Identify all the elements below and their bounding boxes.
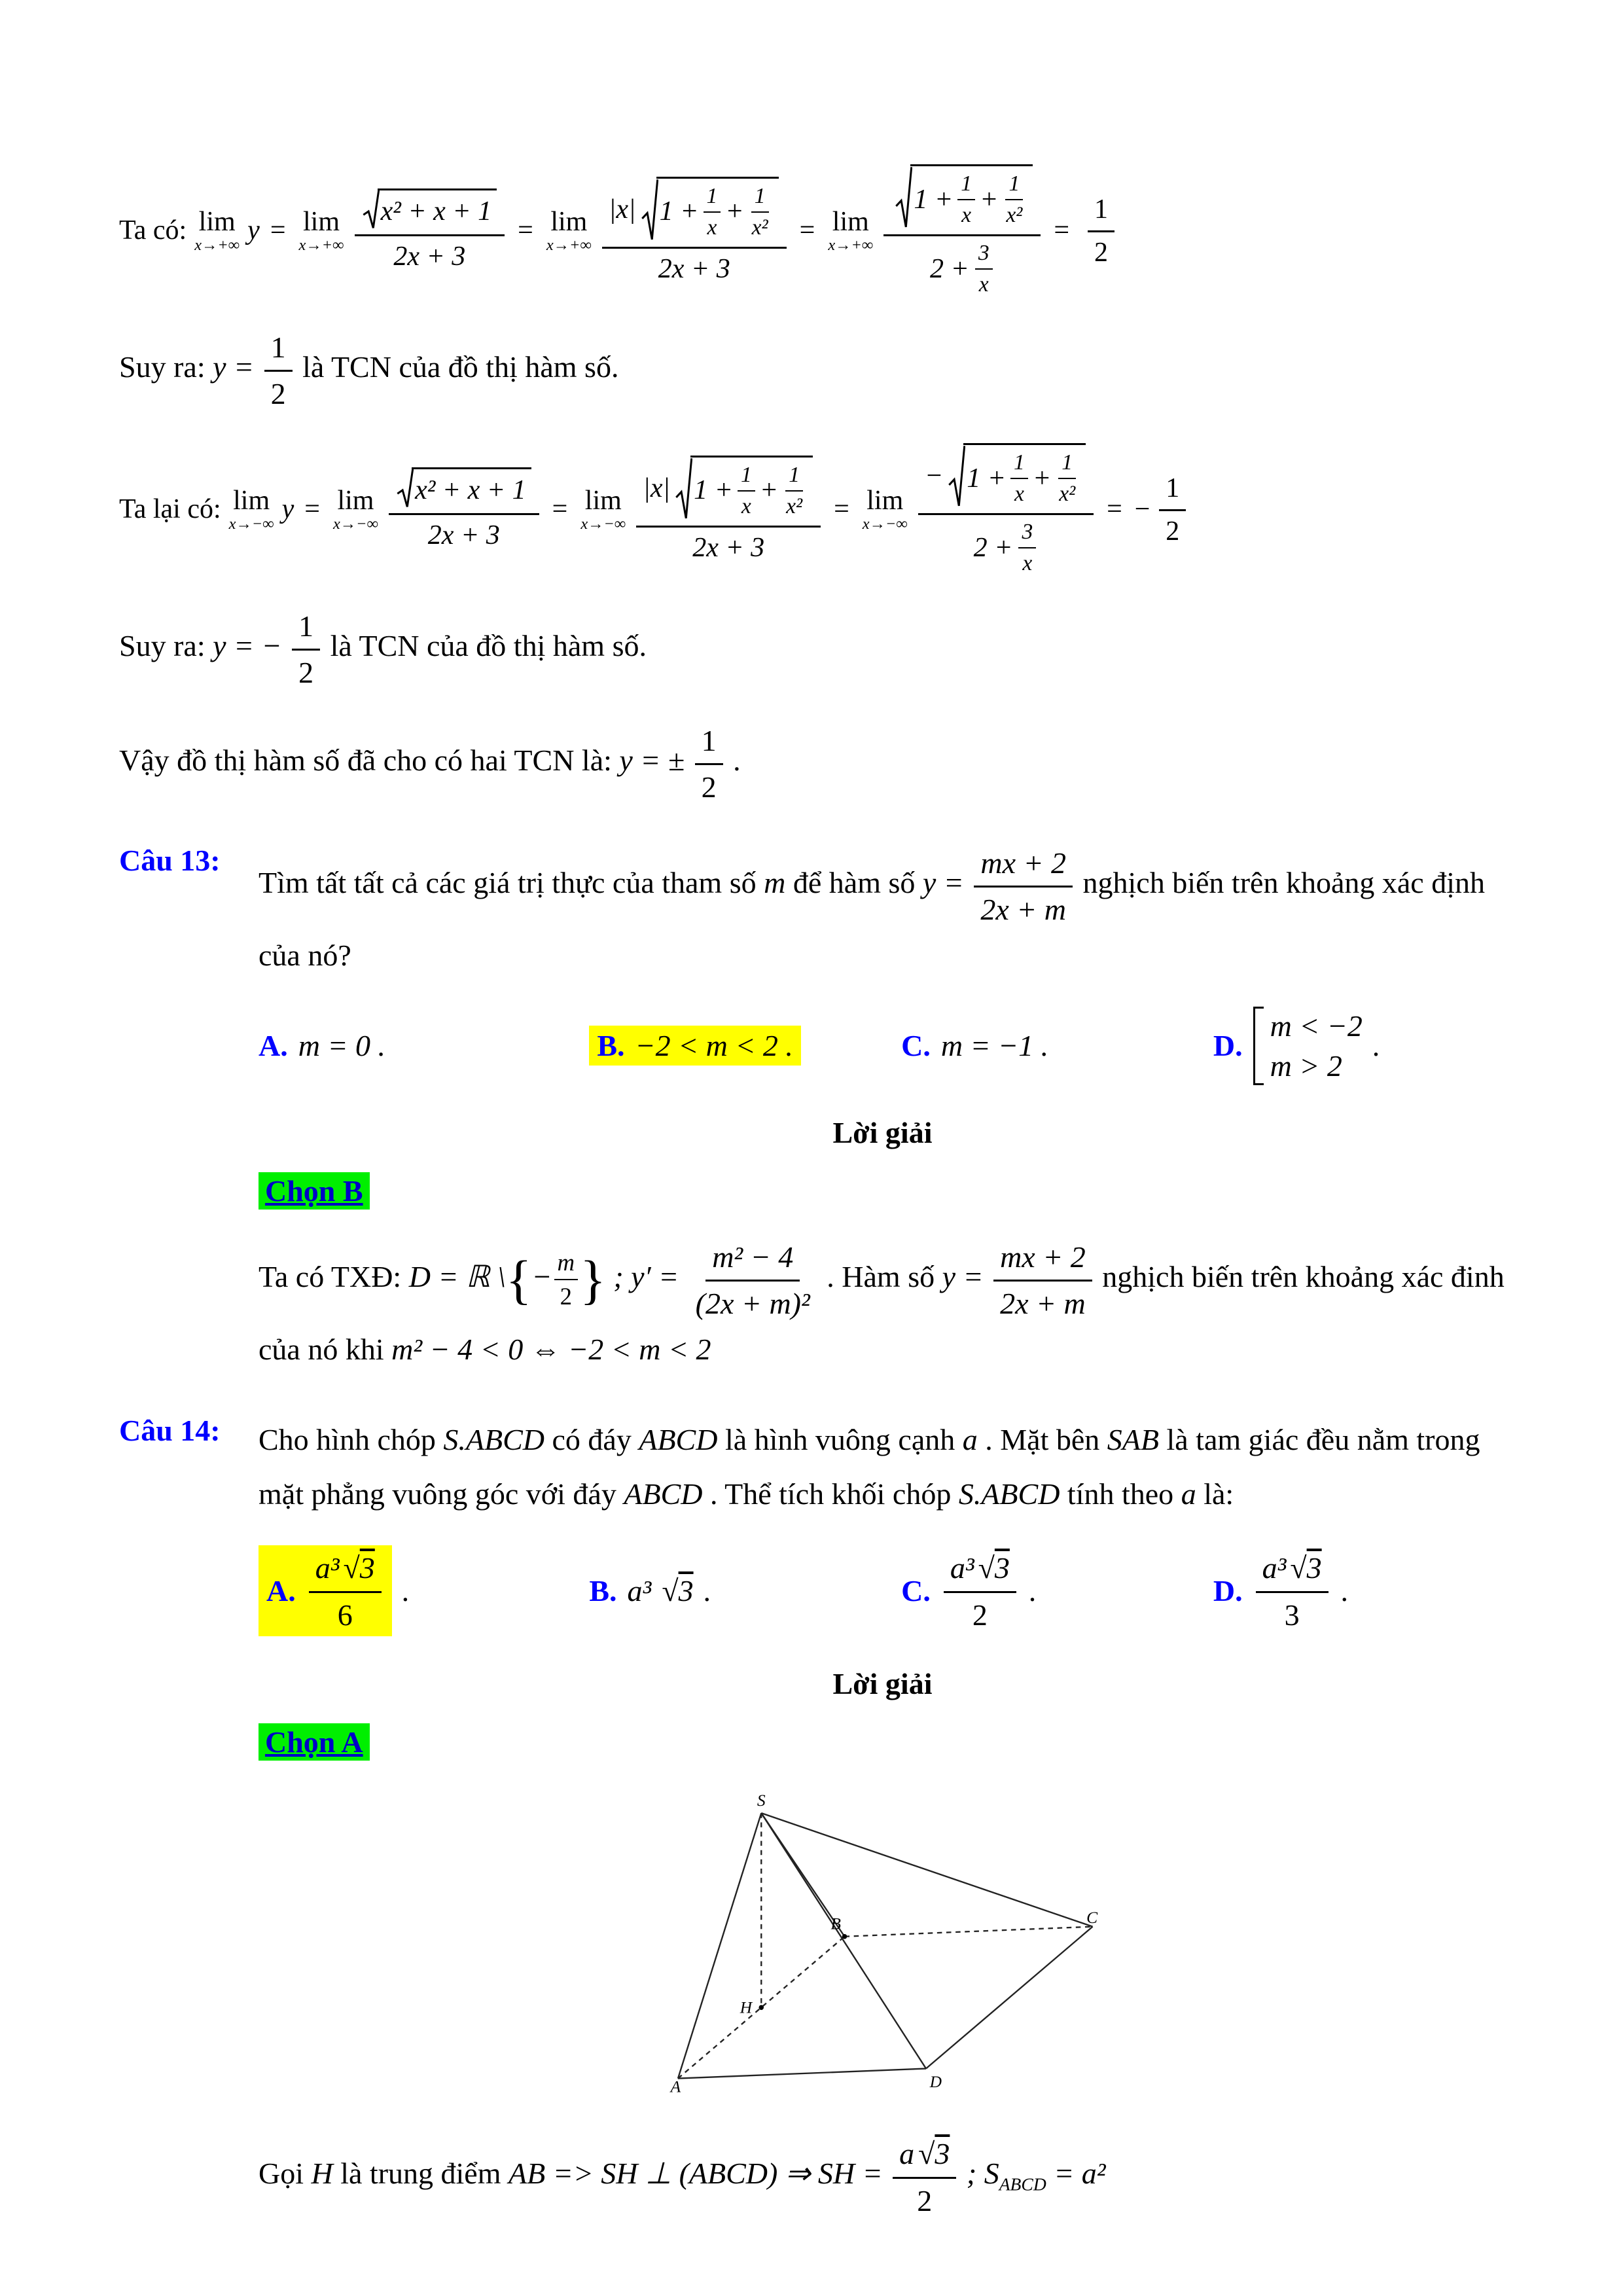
choice-d: D. m < −2 m > 2 . [1213, 1007, 1507, 1085]
question-14-solution-line: Gọi H là trung điểm AB => SH ⊥ (ABCD) ⇒ SH = a √3 2 ; $S_{ABCD} = a^2$ [259, 2134, 1507, 2219]
period: . [733, 743, 741, 777]
fraction-denominator: 2x + 3 [658, 253, 730, 284]
intro-text: Ta lại có: [119, 494, 221, 525]
label-C: C [1086, 1908, 1097, 1928]
equals-sign: = [270, 215, 286, 246]
lim-word: lim [303, 206, 340, 237]
vertex-H-dot [758, 2005, 764, 2010]
solution-heading: Lời giải [832, 1115, 933, 1149]
inner-fraction: $\frac{1}{\text{x²}}$ [786, 462, 803, 518]
period: . [704, 1574, 712, 1608]
chosen-answer-badge: Chọn A [259, 1723, 370, 1761]
case-1: m < −2 [1270, 1009, 1363, 1043]
var-H: H [311, 2157, 333, 2191]
equals-sign: = [304, 494, 320, 525]
sqrt-expression [641, 177, 779, 243]
sqrt-radical-icon [641, 177, 658, 243]
fraction-numerator [355, 187, 505, 236]
intro-text: Vậy đồ thị hàm số đã cho có hai TCN là: [119, 743, 612, 777]
sqrt-3: √3 [918, 2137, 950, 2171]
left-brace: { [505, 1249, 532, 1310]
minus-sign: − [1132, 494, 1152, 525]
y-equals: y = − [213, 628, 282, 662]
choice-a [259, 1545, 589, 1636]
sqrt-body: 1 + $\frac{1}{x}$ + $\frac{1}{\text{x²}}$ [910, 164, 1033, 230]
intro-text: Ta có: [119, 215, 187, 246]
question-14-text: Cho hình chóp S.ABCD có đáy ABCD là hình vuông cạnh a . Mặt bên SAB là tam giác đều nằm trong mặt phẳng vuông góc với đáy ABCD . Thể tích khối chóp S.ABCD tính theo a là: [259, 1423, 1480, 1511]
intro-text: Suy ra: [119, 350, 205, 384]
question-14-label: Câu 14: [119, 1414, 221, 1448]
fraction-numerator [389, 466, 539, 515]
case-2: m > 2 [1270, 1049, 1342, 1083]
inner-fraction: $\frac{1}{\text{x²}}$ [1006, 171, 1023, 227]
fraction [602, 175, 787, 286]
lim-word: lim [198, 206, 236, 237]
sqrt-radical-icon [363, 188, 380, 230]
sqrt-body: 1 + $\frac{1}{x}$ + $\frac{1}{\text{x²}}$ [656, 177, 779, 243]
sqrt-3: √3 [343, 1551, 375, 1585]
inner-fraction: $\frac{1}{\text{x²}}$ [1059, 450, 1076, 506]
solution-heading: Lời giải [832, 1667, 933, 1701]
equals-sign: = [834, 494, 849, 525]
y-equals: y = [213, 350, 255, 384]
label-D: D [929, 2072, 942, 2091]
question-13-text: Tìm tất tất cả các giá trị thực của tham số m để hàm số y = $\frac{mx + 2}{2x + m}$ nghịch biến trên khoảng xác định của nó? [259, 843, 1507, 983]
inner-fraction: $\frac{1}{x}$ [738, 461, 755, 520]
left-square-bracket [1253, 1007, 1264, 1085]
plus-sign: + [725, 196, 744, 227]
inner-fraction: $\frac{1}{\text{x²}}$ [751, 183, 768, 240]
sqrt-expression [363, 188, 497, 230]
question-14 [119, 1413, 1507, 2219]
sqrt-radical-icon [948, 443, 965, 509]
sqrt-expression: 1 + $\frac{1}{x}$ + $\frac{1}{\text{x²}}$ [675, 456, 813, 522]
edge-SA [677, 1813, 760, 2078]
limit-line-negative [119, 442, 1507, 577]
fraction-denominator: 2 + $\frac{3}{x}$ [923, 236, 1001, 298]
inner-fraction: $\frac{1}{x}$ [704, 183, 721, 242]
fraction: a √3 2 [893, 2134, 956, 2219]
cases-bracket-group [1253, 1007, 1363, 1085]
lim-subscript: x→+∞ [194, 236, 240, 255]
limit-operator: lim x→−∞ [332, 485, 378, 533]
sqrt-3: √3 [978, 1551, 1010, 1585]
inner-fraction: $\frac{3}{x}$ [975, 240, 993, 298]
minus-sign: − [924, 461, 944, 492]
final-conclusion [119, 721, 1507, 806]
result-fraction: $\frac{1}{2}$ [1159, 470, 1186, 549]
right-brace: } [580, 1249, 606, 1310]
fraction-denominator: 2 + $\frac{3}{x}$ [967, 515, 1045, 577]
equals-sign: = [1107, 494, 1122, 525]
label-A: A [670, 2077, 681, 2096]
inner-fraction: $\frac{1}{x}$ [1010, 449, 1028, 508]
fraction [389, 466, 539, 552]
edge-SC [761, 1813, 1092, 1926]
lim-subscript: x→+∞ [298, 236, 344, 255]
fraction-numerator [636, 454, 821, 528]
choice-c: C. a³ √3 2 . [901, 1548, 1213, 1634]
fraction-denominator: 2x + 3 [692, 532, 765, 563]
fraction-numerator [602, 175, 787, 249]
minus-sign: − [531, 1259, 552, 1293]
choice-a: A. m = 0 . [259, 1029, 385, 1063]
sqrt-body [378, 188, 497, 230]
var-m: m [764, 865, 786, 899]
fraction: $\frac{1}{2}$ [695, 721, 723, 806]
equals-sign: = [799, 215, 815, 246]
equals-sign: = [1054, 215, 1070, 246]
label-S: S [757, 1790, 766, 1810]
question-13-label: Câu 13: [119, 843, 221, 877]
fraction: $\frac{\text{m² − 4}}{\text{(2x + m)²}}$ [689, 1237, 817, 1323]
abs-x: |x| [608, 194, 636, 224]
sqrt-expression [895, 164, 1033, 230]
fraction [883, 163, 1041, 298]
sqrt-expression: x² + x + 1 [397, 467, 531, 509]
limit-operator [194, 207, 240, 255]
equals-sign: = [552, 494, 568, 525]
abs-x: |x| [643, 473, 671, 503]
conclusion-negative [119, 606, 1507, 692]
limit-operator: lim x→−∞ [862, 485, 908, 533]
limit-operator: lim x→−∞ [228, 485, 274, 533]
label-B: B [830, 1914, 841, 1933]
edge-SD [761, 1813, 926, 2068]
sqrt-expression: 1 + $\frac{1}{x}$ + $\frac{1}{\text{x²}}$ [948, 443, 1086, 509]
conclusion-text: là TCN của đồ thị hàm số. [330, 628, 647, 662]
fraction [636, 454, 821, 565]
sqrt-radical-icon [675, 456, 692, 522]
fraction: $\frac{1}{2}$ [264, 327, 293, 413]
conclusion-positive [119, 327, 1507, 413]
conclusion-text: là TCN của đồ thị hàm số. [302, 350, 619, 384]
sqrt-3: √3 [662, 1574, 694, 1608]
limit-operator: lim x→+∞ [828, 206, 874, 255]
limit-line-positive [119, 163, 1507, 298]
edge-AD [677, 2069, 925, 2079]
sqrt-radical-icon [895, 164, 912, 230]
question-13 [119, 843, 1507, 1377]
fraction: a³ √3 3 [1256, 1548, 1329, 1634]
question-13-choices [259, 1007, 1507, 1085]
sqrt-3: √3 [1290, 1551, 1322, 1585]
fraction [355, 187, 505, 274]
period: . [402, 1574, 410, 1608]
inner-fraction: $\frac{m}{2}$ [554, 1247, 579, 1312]
fraction: a³ √3 2 [944, 1548, 1016, 1634]
question-13-solution: Ta có TXĐ: D = ℝ \{− $\frac{m}{2}$ } ; y′ = $\frac{\text{m² − 4}}{\text{(2x + m)²}}$ . Hàm số y = $\frac{mx + 2}{2x + m}$ nghịch biến trên khoảng xác đinh của nó khi m² − 4 < 0 ⇔ −2 < m < 2 [259, 1237, 1507, 1377]
choice-d: D. a³ √3 3 . [1213, 1548, 1507, 1634]
label-H: H [740, 1998, 752, 2017]
limit-operator: lim x→−∞ [580, 485, 626, 533]
fraction: $\frac{mx + 2}{2x + m}$ [974, 843, 1073, 929]
inner-fraction: $\frac{1}{x}$ [957, 170, 975, 229]
edge-BC-hidden [844, 1927, 1092, 1937]
inner-fraction: $\frac{3}{x}$ [1018, 518, 1036, 577]
period: . [1029, 1574, 1037, 1608]
pyramid-figure [259, 1783, 1507, 2106]
pyramid-svg [667, 1783, 1099, 2106]
fraction-denominator: 2x + 3 [393, 241, 466, 272]
fraction-numerator [883, 163, 1041, 236]
intro-text: Suy ra: [119, 628, 205, 662]
choice-c: C. m = −1 . [901, 1029, 1049, 1063]
vertex-labels [669, 1791, 1097, 2096]
limit-operator: lim x→+∞ [546, 206, 592, 255]
limit-operator [299, 207, 344, 255]
highlighted-answer: B. −2 < m < 2 . [589, 1026, 801, 1066]
vertex-B-dot [842, 1934, 847, 1939]
choice-b [589, 1026, 901, 1066]
period: . [1341, 1574, 1349, 1608]
fraction [918, 442, 1094, 577]
fraction: a³ √3 6 [309, 1548, 382, 1634]
var-y: y [281, 494, 294, 525]
sqrt-radical-icon [397, 467, 414, 509]
edge-DC [926, 1927, 1093, 2069]
var-y: y [247, 215, 260, 246]
fraction-numerator [918, 442, 1094, 515]
subscript-ABCD: ABCD [999, 2174, 1046, 2195]
fraction-denominator: 2x + 3 [427, 520, 500, 550]
question-14-choices [259, 1545, 1507, 1636]
fraction: $\frac{1}{2}$ [292, 606, 320, 692]
result-fraction: $\frac{1}{2}$ [1088, 191, 1115, 270]
equals-sign: = [518, 215, 533, 246]
radicand: x² + x + 1 [380, 196, 492, 227]
period: . [1372, 1029, 1381, 1063]
chosen-answer-badge: Chọn B [259, 1172, 370, 1210]
pyramid-edges [677, 1813, 1092, 2078]
choice-b: B. a³ √3 . [589, 1574, 712, 1608]
y-equals-pm: y = ± [619, 743, 685, 777]
fraction: $\frac{mx + 2}{2x + m}$ [993, 1237, 1092, 1323]
highlighted-answer: A. a³ √3 6 [259, 1545, 392, 1636]
